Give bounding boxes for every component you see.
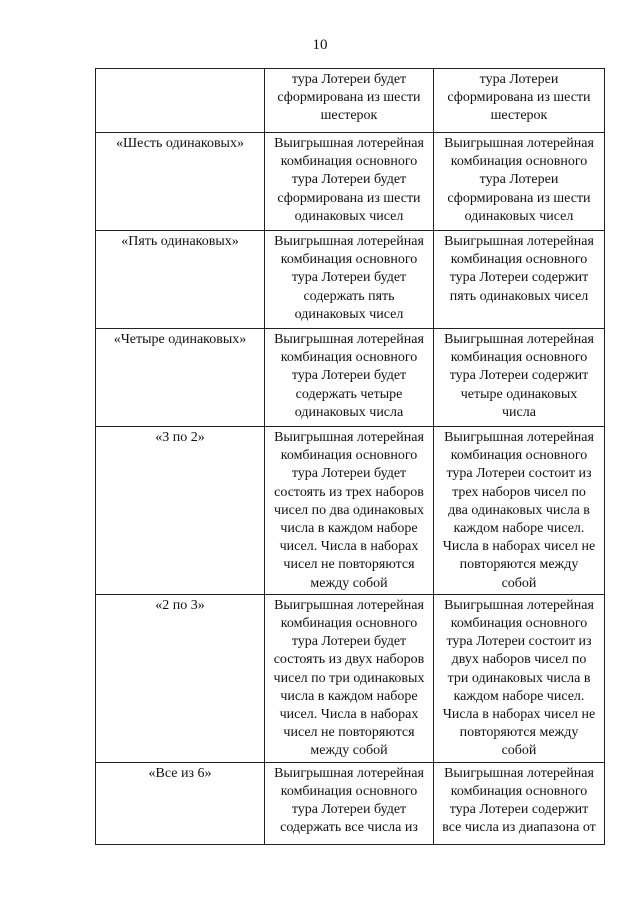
table-cell-combination xyxy=(96,69,265,133)
table-cell-new-wording xyxy=(434,329,605,427)
table-row xyxy=(96,762,605,844)
table-cell-old-wording xyxy=(265,762,434,844)
table-cell-combination xyxy=(96,594,265,762)
table-cell-new-wording xyxy=(434,762,605,844)
table-cell-new-wording xyxy=(434,69,605,133)
table-row xyxy=(96,231,605,329)
combination-name: «Пять одинаковых» xyxy=(121,234,239,249)
old-wording-text: Выигрышная лотерейная комбинация основного тура Лотереи будет содержать четыре одинаковых числа xyxy=(274,332,424,420)
table-cell-combination xyxy=(96,231,265,329)
old-wording-text: Выигрышная лотерейная комбинация основного тура Лотереи будет сформирована из шести одинаковых чисел xyxy=(274,136,424,224)
old-wording-text: Выигрышная лотерейная комбинация основного тура Лотереи будет содержать пять одинаковых чисел xyxy=(274,234,424,322)
page-number: 10 xyxy=(312,37,328,53)
table-cell-combination xyxy=(96,133,265,231)
old-wording-text: Выигрышная лотерейная комбинация основного тура Лотереи будет состоять из трех наборов чисел по два одинаковых числа в каждом наборе чисел. Числа в наборах чисел не повторяются между собой xyxy=(274,430,424,591)
table-cell-old-wording xyxy=(265,133,434,231)
new-wording-text: Выигрышная лотерейная комбинация основного тура Лотереи содержит пять одинаковых чисел xyxy=(444,234,594,304)
table-row xyxy=(96,594,605,762)
table-cell-old-wording xyxy=(265,69,434,133)
table-cell-old-wording xyxy=(265,329,434,427)
table-row xyxy=(96,133,605,231)
table-cell-combination xyxy=(96,329,265,427)
table-cell-new-wording xyxy=(434,133,605,231)
table-row xyxy=(96,69,605,133)
new-wording-text: Выигрышная лотерейная комбинация основного тура Лотереи состоит из трех наборов чисел по два одинаковых числа в каждом наборе чисел. Числа в наборах чисел не повторяются между собой xyxy=(442,430,596,591)
table-cell-old-wording xyxy=(265,427,434,595)
combination-name: «Все из 6» xyxy=(148,765,212,781)
combination-name: «3 по 2» xyxy=(155,430,205,445)
new-wording-text: тура Лотереи сформирована из шести шестерок xyxy=(447,72,591,124)
new-wording-text: Выигрышная лотерейная комбинация основного тура Лотереи содержит все числа из диапазона от xyxy=(442,765,596,836)
table-cell-new-wording xyxy=(434,231,605,329)
new-wording-text: Выигрышная лотерейная комбинация основного тура Лотереи содержит четыре одинаковых числа xyxy=(444,332,594,420)
table-cell-new-wording xyxy=(434,594,605,762)
combination-name: «Шесть одинаковых» xyxy=(116,136,244,151)
table-cell-combination xyxy=(96,427,265,595)
table-row xyxy=(96,329,605,427)
table-cell-old-wording xyxy=(265,594,434,762)
old-wording-text: тура Лотереи будет сформирована из шести шестерок xyxy=(277,72,421,124)
combination-name: «Четыре одинаковых» xyxy=(113,332,247,347)
table-row xyxy=(96,427,605,595)
old-wording-text: Выигрышная лотерейная комбинация основного тура Лотереи будет содержать все числа из xyxy=(274,765,424,836)
table-cell-old-wording xyxy=(265,231,434,329)
combination-name: «2 по 3» xyxy=(155,597,205,613)
table-cell-combination xyxy=(96,762,265,844)
old-wording-text: Выигрышная лотерейная комбинация основного тура Лотереи будет состоять из двух наборов чисел по три одинаковых числа в каждом наборе чисел. Числа в наборах чисел не повторяются между собой xyxy=(273,597,425,759)
new-wording-text: Выигрышная лотерейная комбинация основного тура Лотереи сформирована из шести одинаковых чисел xyxy=(444,136,594,224)
document-table xyxy=(95,68,605,845)
table-cell-new-wording xyxy=(434,427,605,595)
new-wording-text: Выигрышная лотерейная комбинация основного тура Лотереи состоит из двух наборов чисел по три одинаковых числа в каждом наборе чисел. Числа в наборах чисел не повторяются между собой xyxy=(442,597,596,759)
